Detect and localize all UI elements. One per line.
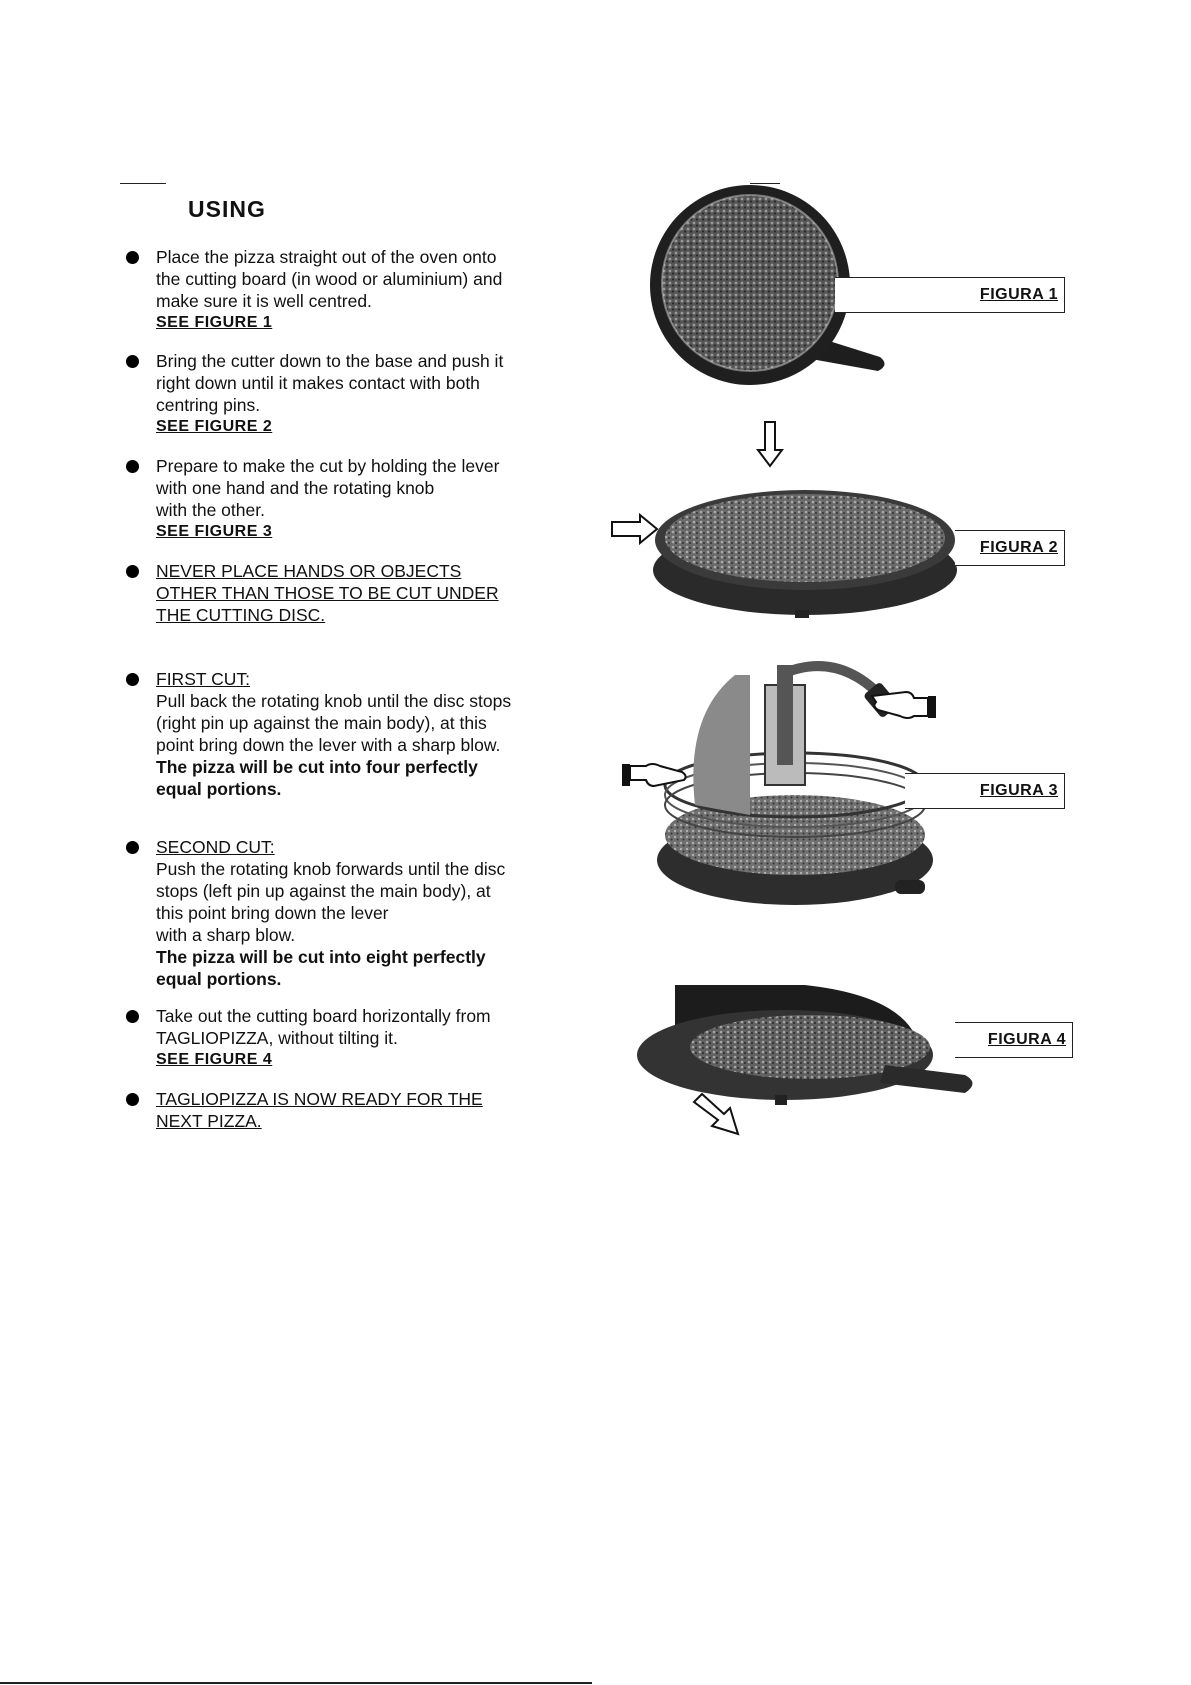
step-text: Pull back the rotating knob until the disc stops	[156, 691, 512, 711]
step-text: stops (left pin up against the main body), at	[156, 881, 491, 901]
bullet-icon	[126, 841, 139, 854]
header-rule-left	[120, 183, 166, 184]
figure-3-label: FIGURA 3	[979, 782, 1058, 799]
step-result: The pizza will be cut into eight perfectly	[156, 947, 486, 967]
figure-2-illustration	[650, 470, 970, 620]
step-text: Bring the cutter down to the base and push it	[156, 351, 504, 371]
see-figure-4-link: SEE FIGURE 4	[156, 1051, 273, 1068]
see-figure-3-link: SEE FIGURE 3	[156, 523, 273, 540]
step-text: Prepare to make the cut by holding the lever	[156, 456, 500, 476]
step-text: the cutting board (in wood or aluminium) and	[156, 269, 503, 289]
step-text: point bring down the lever with a sharp blow.	[156, 735, 501, 755]
figure-1-label: FIGURA 1	[979, 286, 1058, 303]
step-text: make sure it is well centred.	[156, 291, 372, 311]
step-text: (right pin up against the main body), at this	[156, 713, 487, 733]
pointing-hand-icon	[870, 682, 940, 722]
step-text: with a sharp blow.	[156, 925, 296, 945]
bullet-icon	[126, 1093, 139, 1106]
bullet-icon	[126, 673, 139, 686]
bullet-icon	[126, 1010, 139, 1023]
step-text: right down until it makes contact with both	[156, 373, 480, 393]
figure-4-label-box	[955, 1022, 1073, 1058]
step-result: equal portions.	[156, 779, 282, 799]
warning-text: THE CUTTING DISC.	[156, 605, 326, 625]
step-text: with the other.	[156, 500, 265, 520]
diagonal-arrow-icon	[690, 1090, 750, 1140]
step-text: TAGLIOPIZZA, without tilting it.	[156, 1028, 398, 1048]
figure-3-label-box	[905, 773, 1065, 809]
step-title: SECOND CUT:	[156, 837, 275, 857]
bullet-icon	[126, 565, 139, 578]
bullet-icon	[126, 460, 139, 473]
step-result: equal portions.	[156, 969, 282, 989]
bullet-icon	[126, 355, 139, 368]
see-figure-1-link: SEE FIGURE 1	[156, 314, 273, 331]
figure-2-label: FIGURA 2	[979, 539, 1058, 556]
warning-text: OTHER THAN THOSE TO BE CUT UNDER	[156, 583, 499, 603]
step-text: Place the pizza straight out of the oven onto	[156, 247, 497, 267]
footer-rule	[0, 1682, 592, 1684]
header-rule-right	[750, 183, 780, 184]
warning-text: NEVER PLACE HANDS OR OBJECTS	[156, 561, 462, 581]
warning-text: TAGLIOPIZZA IS NOW READY FOR THE	[156, 1089, 483, 1109]
section-heading: USING	[188, 196, 266, 222]
step-text: with one hand and the rotating knob	[156, 478, 435, 498]
down-arrow-icon	[755, 420, 785, 470]
bullet-icon	[126, 251, 139, 264]
see-figure-2-link: SEE FIGURE 2	[156, 418, 273, 435]
step-text: this point bring down the lever	[156, 903, 389, 923]
figure-4-illustration	[635, 975, 985, 1125]
step-title: FIRST CUT:	[156, 669, 250, 689]
figure-1-label-box	[835, 277, 1065, 313]
warning-text: NEXT PIZZA.	[156, 1111, 262, 1131]
figure-4-label: FIGURA 4	[987, 1031, 1066, 1048]
figure-2-label-box	[955, 530, 1065, 566]
step-text: Take out the cutting board horizontally from	[156, 1006, 491, 1026]
step-text: Push the rotating knob forwards until the disc	[156, 859, 506, 879]
pointing-hand-icon	[620, 760, 690, 800]
step-text: centring pins.	[156, 395, 261, 415]
step-result: The pizza will be cut into four perfectly	[156, 757, 478, 777]
